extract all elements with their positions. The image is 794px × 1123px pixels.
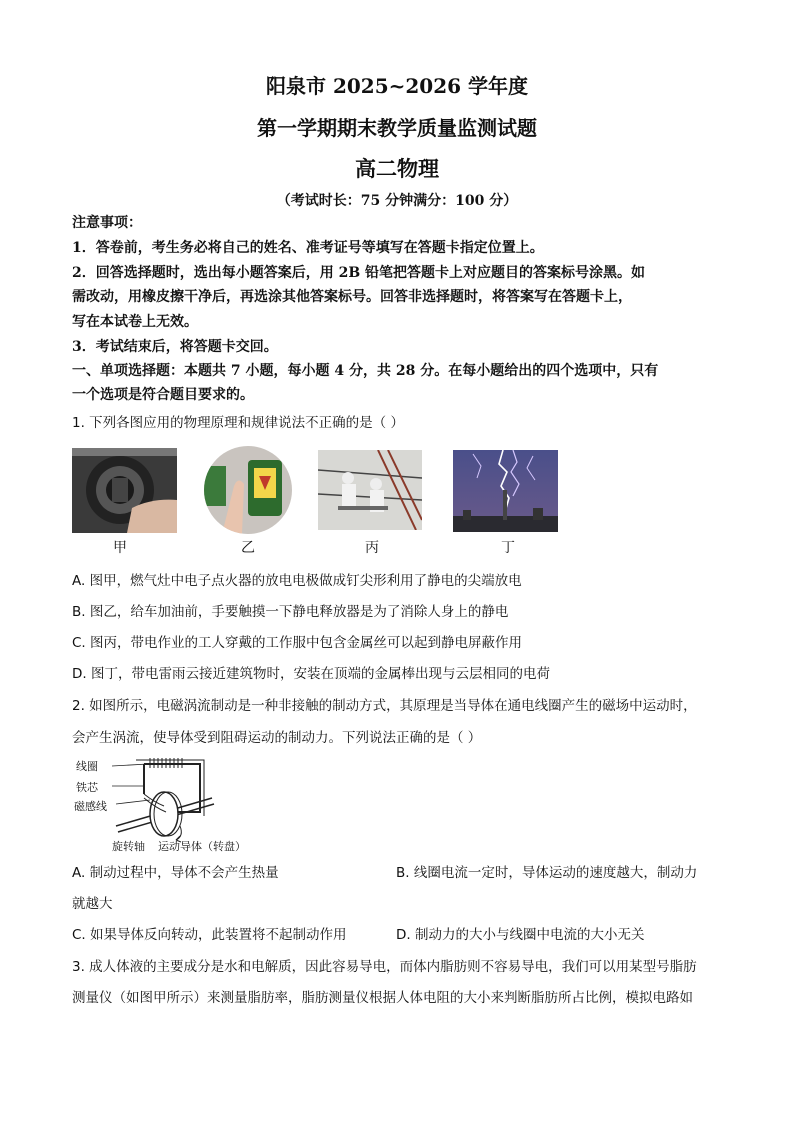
section-1-line-2: 一个选项是符合题目要求的。 (72, 387, 254, 403)
exam-title-region-year: 阳泉市 2025~2026 学年度 (265, 74, 528, 98)
question-1-option-b: B. 图乙，给车加油前，手要触摸一下静电释放器是为了消除人身上的静电 (72, 604, 509, 620)
diagram-label-shaft: 旋转轴 (112, 840, 145, 853)
question-1-stem: 1. 下列各图应用的物理原理和规律说法不正确的是（ ） (72, 415, 404, 431)
note-2-line-3: 写在本试卷上无效。 (72, 314, 198, 330)
lightning-building-image (453, 450, 558, 532)
diagram-label-disk: 运动导体（转盘） (158, 840, 246, 853)
diagram-label-core: 铁芯 (76, 781, 98, 794)
question-2-option-c: C. 如果导体反向转动，此装置将不起制动作用 (72, 927, 347, 943)
question-2-option-b: B. 线圈电流一定时，导体运动的速度越大，制动力 (396, 865, 698, 881)
caption-ding: 丁 (501, 540, 515, 556)
static-discharger-image (204, 446, 292, 534)
note-2-line-2: 需改动，用橡皮擦干净后，再选涂其他答案标号。回答非选择题时，将答案写在答题卡上， (72, 289, 632, 305)
live-line-workers-image (318, 450, 422, 530)
question-2-option-b-cont: 就越大 (72, 896, 113, 912)
exam-title-name: 第一学期期末教学质量监测试题 (257, 116, 537, 140)
question-2-option-a: A. 制动过程中，导体不会产生热量 (72, 865, 279, 881)
question-1-option-c: C. 图丙，带电作业的工人穿戴的工作服中包含金属丝可以起到静电屏蔽作用 (72, 635, 523, 651)
eddy-brake-diagram (72, 754, 272, 854)
caption-bing: 丙 (365, 540, 379, 556)
exam-subject: 高二物理 (355, 156, 439, 181)
question-2-stem-line-1: 2. 如图所示，电磁涡流制动是一种非接触的制动方式，其原理是当导体在通电线圈产生的磁场中运动时， (72, 698, 697, 714)
question-1-option-d: D. 图丁，带电雷雨云接近建筑物时，安装在顶端的金属棒出现与云层相同的电荷 (72, 666, 550, 682)
diagram-label-coil: 线圈 (76, 760, 98, 773)
caption-jia: 甲 (113, 540, 127, 556)
exam-duration-info: （考试时长：75 分钟满分：100 分） (276, 193, 518, 209)
question-3-stem-line-2: 测量仪（如图甲所示）来测量脂肪率，脂肪测量仪根据人体电阻的大小来判断脂肪所占比例，模拟电路如 (72, 990, 693, 1006)
question-2-option-d: D. 制动力的大小与线圈中电流的大小无关 (396, 927, 645, 943)
question-3-stem-line-1: 3. 成人体液的主要成分是水和电解质，因此容易导电，而体内脂肪则不容易导电，我们可以用某型号脂肪 (72, 959, 697, 975)
notes-heading: 注意事项： (72, 215, 142, 231)
caption-yi: 乙 (241, 540, 255, 556)
section-1-line-1: 一、单项选择题：本题共 7 小题，每小题 4 分，共 28 分。在每小题给出的四个选项中，只有 (72, 363, 659, 379)
question-1-option-a: A. 图甲，燃气灶中电子点火器的放电电极做成钉尖形利用了静电的尖端放电 (72, 573, 522, 589)
question-2-stem-line-2: 会产生涡流，使导体受到阻碍运动的制动力。下列说法正确的是（ ） (72, 730, 482, 746)
note-3: 3．考试结束后，将答题卡交回。 (72, 339, 278, 355)
note-1: 1．答卷前，考生务必将自己的姓名、准考证号等填写在答题卡指定位置上。 (72, 240, 544, 256)
note-2-line-1: 2．回答选择题时，选出每小题答案后，用 2B 铅笔把答题卡上对应题目的答案标号涂黑。如 (72, 265, 646, 281)
diagram-label-field-lines: 磁感线 (74, 800, 107, 813)
gas-stove-igniter-image (72, 448, 177, 533)
